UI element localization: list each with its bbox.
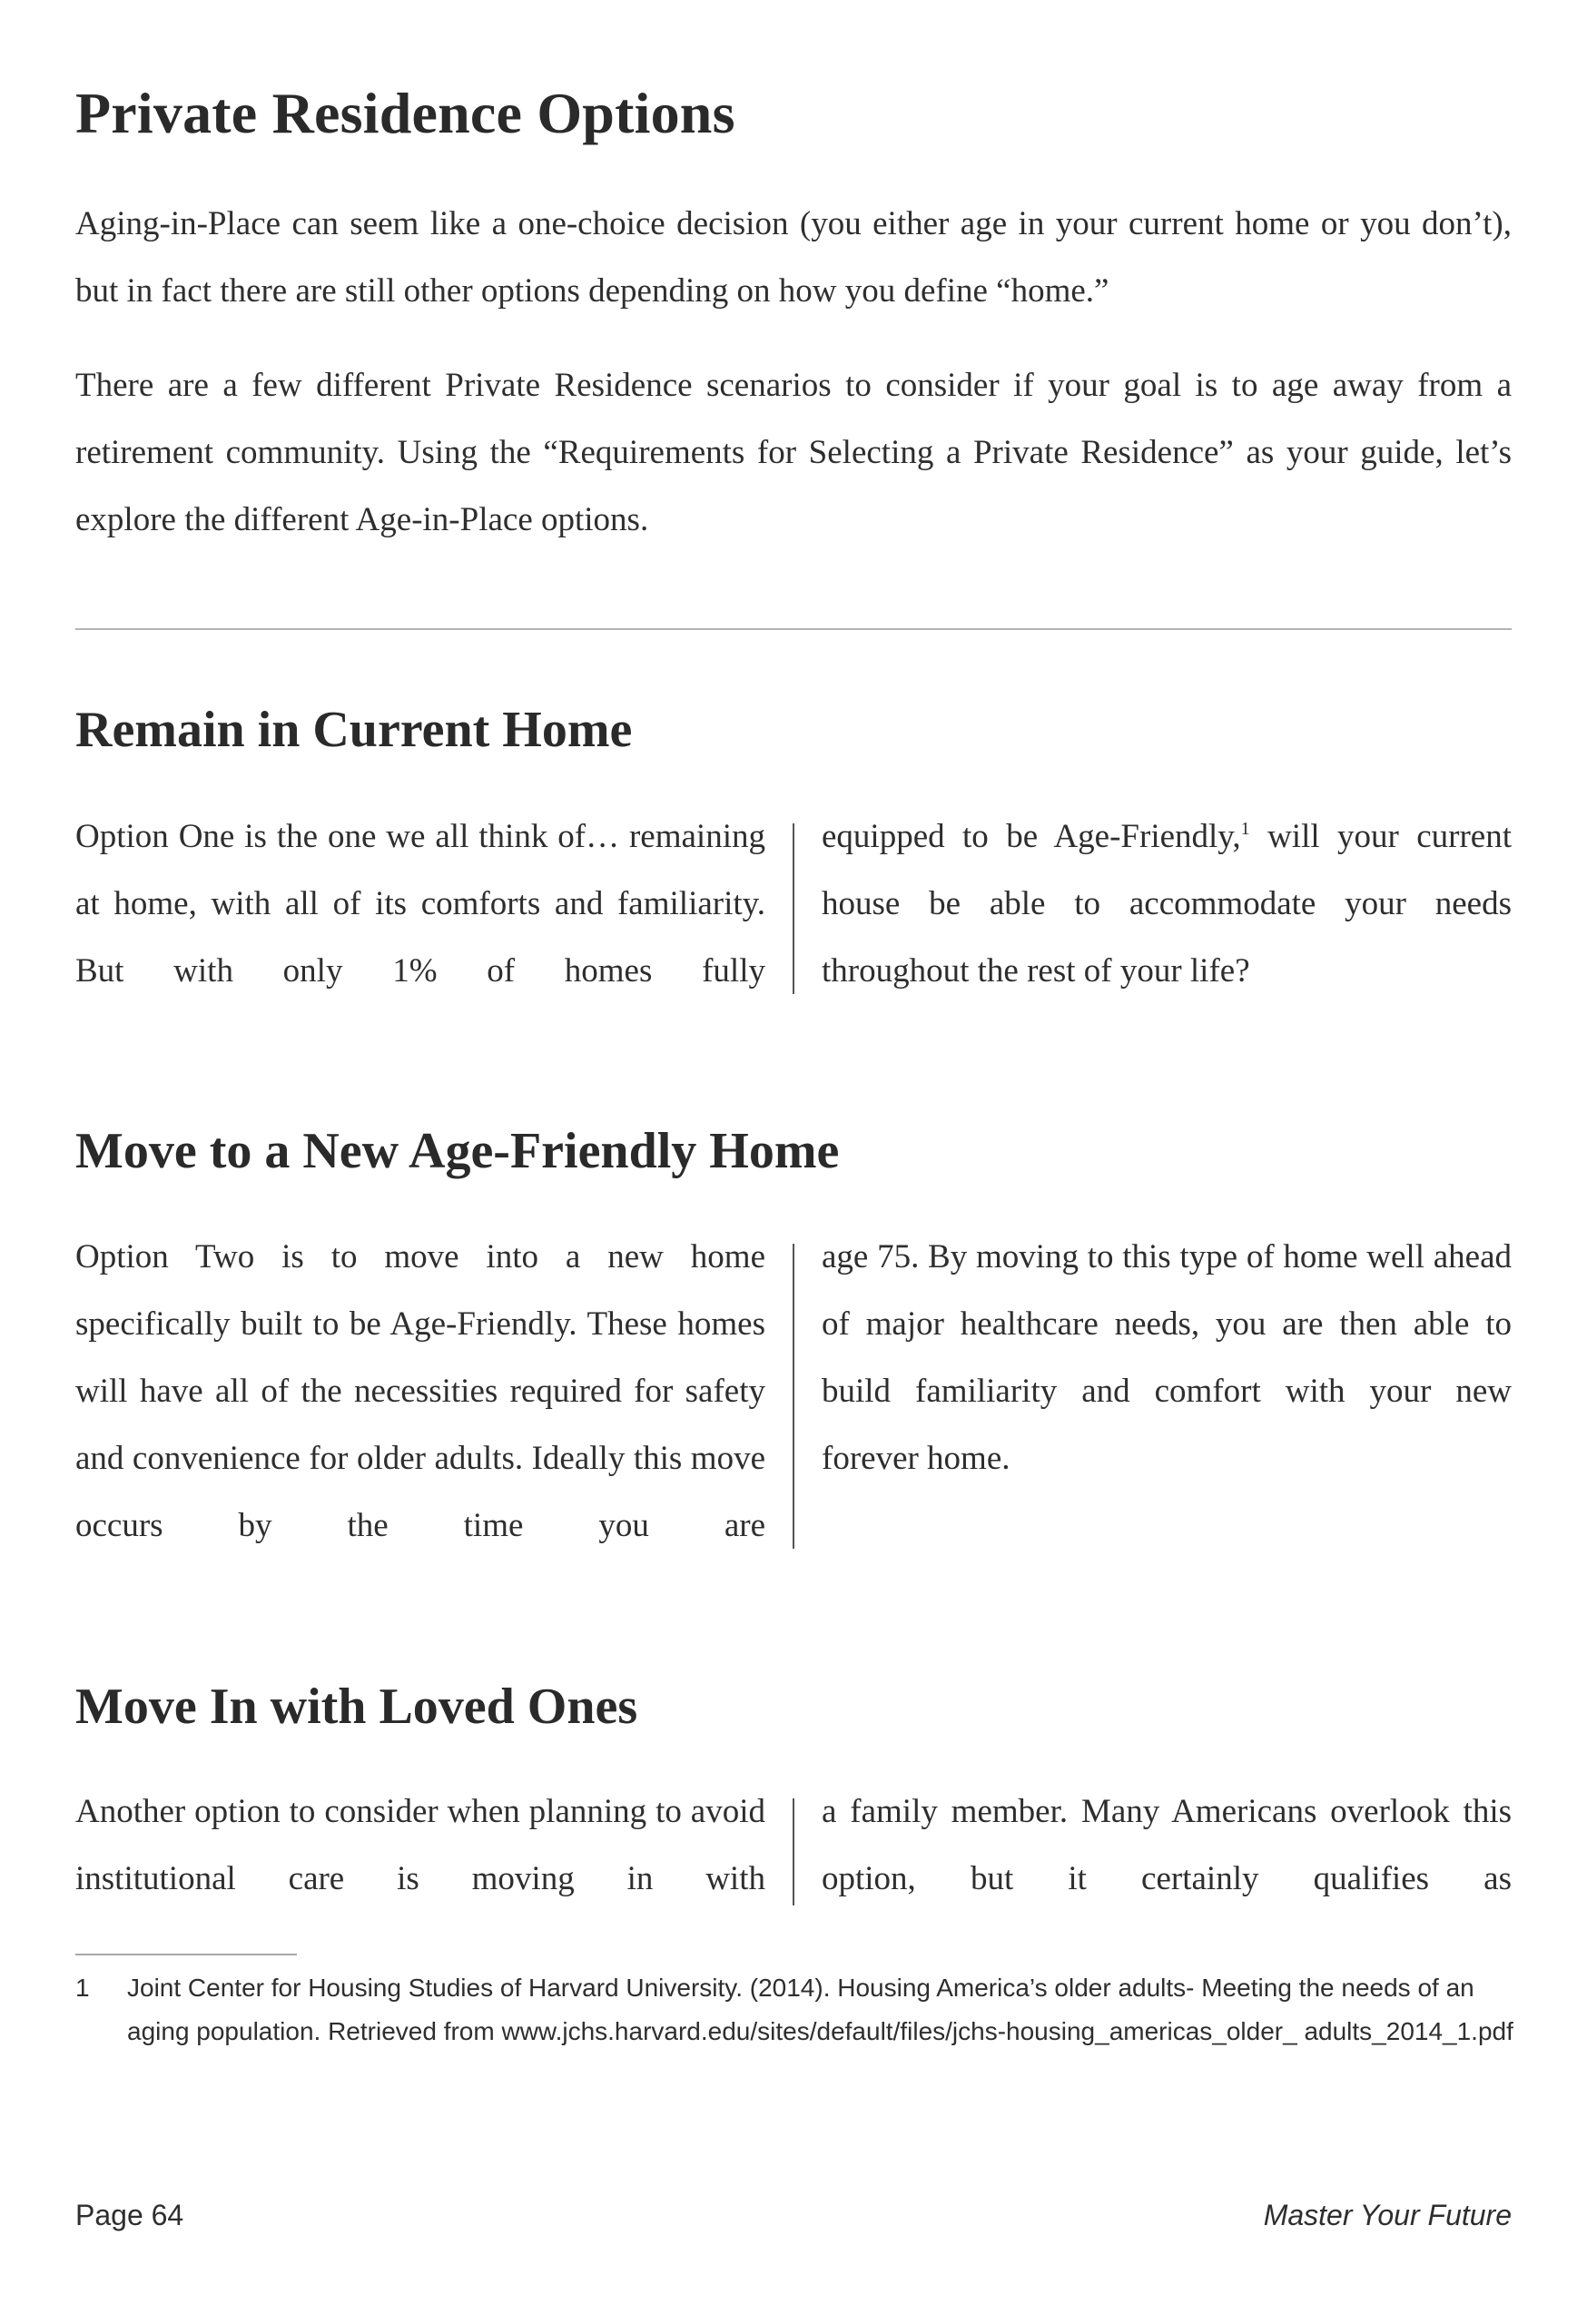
intro-paragraph-1: Aging-in-Place can seem like a one-choice decision (you either age in your current home or you don’t), but in fact there are still other options depending on how you define “home.” bbox=[75, 205, 1512, 310]
intro-paragraph-2: There are a few different Private Residence scenarios to consider if your goal is to age away from a retirement community. Using the “Requirements for Selecting a Private Residence” as your guide, let’s explore the different Age-in-Place options. bbox=[75, 367, 1512, 538]
section-heading-new-home: Move to a New Age-Friendly Home bbox=[75, 1123, 840, 1179]
column-divider bbox=[793, 823, 794, 994]
page-title: Private Residence Options bbox=[75, 81, 735, 145]
column-right: a family member. Many Americans overlook this option, but it certainly qualifies as bbox=[822, 1793, 1512, 1897]
document-page bbox=[75, 0, 1512, 2324]
column-right bbox=[822, 803, 1512, 1005]
section-heading-loved-ones: Move In with Loved Ones bbox=[75, 1679, 638, 1735]
footnote-marker: 1 bbox=[1240, 819, 1250, 839]
column-left: Another option to consider when planning to avoid institutional care is moving in with bbox=[75, 1793, 765, 1897]
column-right-text: equipped to be Age-Friendly, bbox=[822, 818, 1241, 855]
footnote-text: Joint Center for Housing Studies of Harvard University. (2014). Housing America’s older adults- Meeting the needs of an aging population. Retrieved from www.jchs.harvard.edu/sites/default/files/jchs-housing_americas_older_ adults_2014_1.pdf bbox=[127, 1974, 1513, 2045]
book-title: Master Your Future bbox=[1263, 2199, 1512, 2231]
footnote-rule bbox=[75, 1954, 297, 1955]
column-divider bbox=[793, 1244, 794, 1549]
page-number: Page 64 bbox=[75, 2199, 184, 2231]
footnote-number: 1 bbox=[75, 1974, 90, 2002]
column-divider bbox=[793, 1798, 794, 1905]
column-right-text: will your current house be able to accommodate your needs throughout the rest of your life? bbox=[822, 818, 1512, 990]
section-heading-remain: Remain in Current Home bbox=[75, 702, 633, 758]
section-divider bbox=[75, 628, 1512, 630]
column-left: Option Two is to move into a new home specifically built to be Age-Friendly. These homes will have all of the necessities required for safety and convenience for older adults. Ideally this move occurs by the time you are bbox=[75, 1238, 765, 1544]
column-right: age 75. By moving to this type of home well ahead of major healthcare needs, you are then able to build familiarity and comfort with your new forever home. bbox=[822, 1238, 1512, 1477]
column-left: Option One is the one we all think of… remaining at home, with all of its comforts and familiarity. But with only 1% of homes fully bbox=[75, 818, 765, 990]
